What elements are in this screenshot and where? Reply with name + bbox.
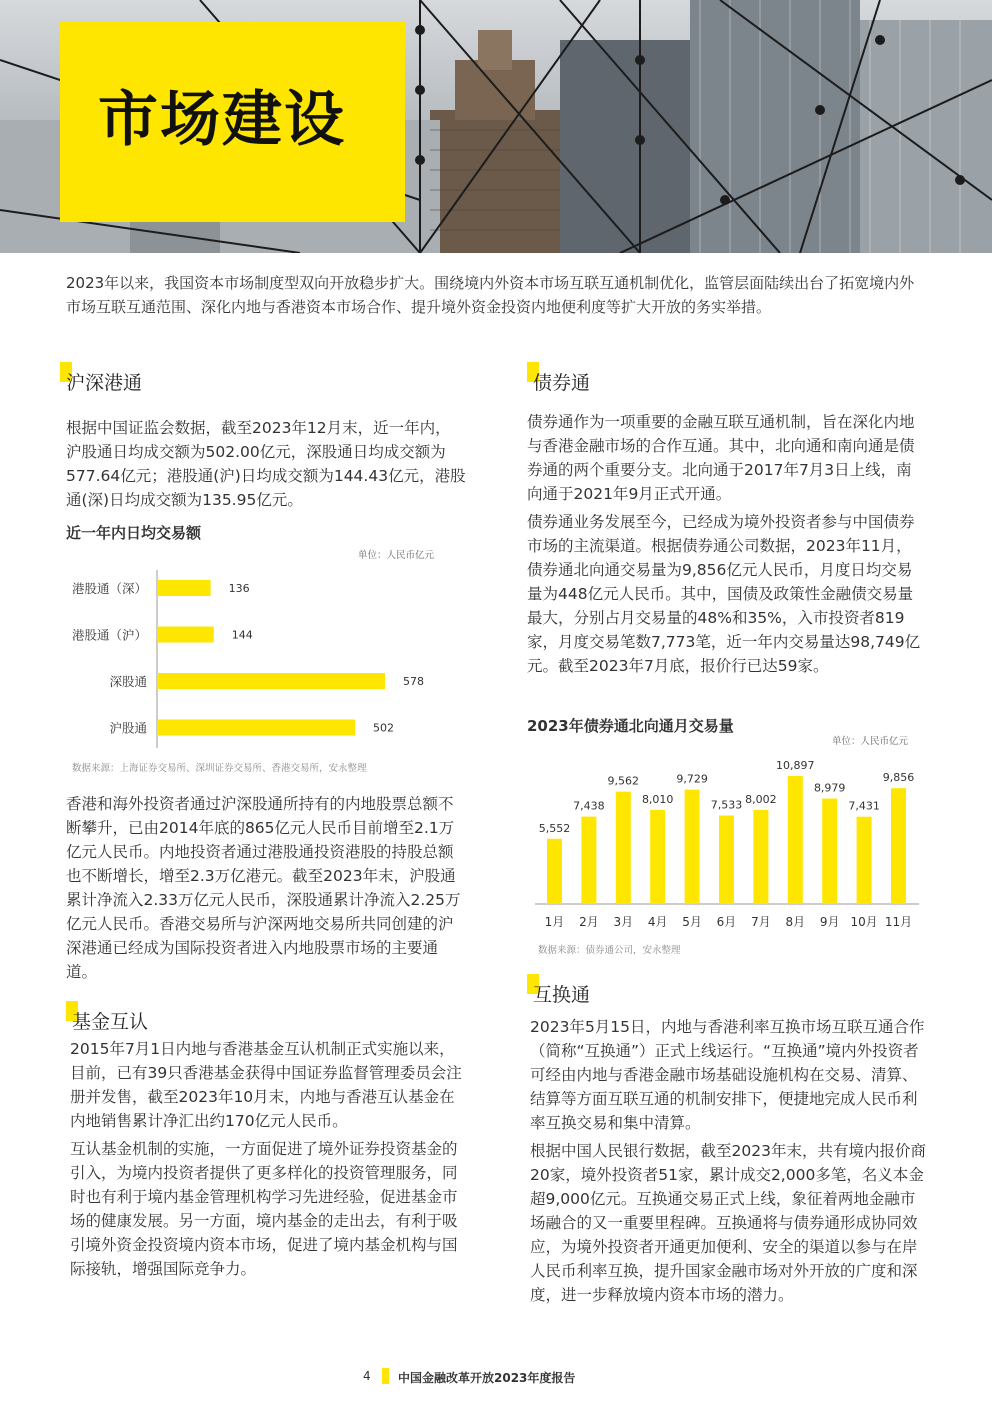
category-label: 5月 <box>682 915 702 929</box>
intro-paragraph: 2023年以来，我国资本市场制度型双向开放稳步扩大。围绕境内外资本市场互联互通机制优化，监管层面陆续出台了拓宽境内外市场互联互通范围、深化内地与香港资本市场合作、提升境外资金投资内地便利度等扩大开放的务实举措。 <box>66 274 915 316</box>
category-label: 11月 <box>884 915 913 929</box>
data-label: 9,856 <box>882 771 915 785</box>
fund-paragraph-2: 互认基金机制的实施，一方面促进了境外证券投资基金的引入，为境内投资者提供了更多样化的投资管理服务，同时也有利于境内基金管理机构学习先进经验，促进基金市场的健康发展。另一方面，境内基金的走出去，有利于吸引境外资金投资境内资本市场，促进了境内基金机构与国际接轨，增强国际竞争力。 <box>70 1140 458 1278</box>
bond-paragraph-2: 债券通业务发展至今，已经成为境外投资者参与中国债券市场的主流渠道。根据债券通公司数据，2023年11月，债券通北向通交易量为9,856亿元人民币，月度日均交易量为448亿元人民币。其中，国债及政策性金融债交易量最大，分别占月交易量的48%和35%，入市投资者819家，月度交易笔数7,773笔，近一年内交易量达98,749亿元。截至2023年7月底，报价行已达59家。 <box>527 513 921 675</box>
data-label: 578 <box>403 675 424 688</box>
section-title: 基金互认 <box>72 1011 149 1033</box>
chart1-title: 近一年内日均交易额 <box>66 524 202 542</box>
bar <box>822 799 837 904</box>
daily-turnover-bar-chart <box>60 570 480 750</box>
category-label: 2月 <box>579 915 599 929</box>
bond-paragraph-1: 债券通作为一项重要的金融互联互通机制，旨在深化内地与香港金融市场的合作互通。其中，北向通和南向通是债券通的两个重要分支。北向通于2017年7月3日上线，南向通于2021年9月正式开通。 <box>527 413 915 503</box>
data-label: 5,552 <box>538 821 571 835</box>
category-label: 9月 <box>819 915 840 929</box>
section-title: 债券通 <box>533 372 591 394</box>
category-label: 港股通（沪） <box>71 627 147 643</box>
data-label: 8,010 <box>641 792 674 806</box>
page-footer <box>0 1366 992 1388</box>
bar <box>891 788 906 904</box>
bar <box>719 816 734 904</box>
fund-paragraph-1: 2015年7月1日内地与香港基金互认机制正式实施以来，目前，已有39只香港基金获得中国证券监督管理委员会注册并发售，截至2023年10月末，内地与香港互认基金在内地销售累计净汇出约170亿元人民币。 <box>70 1040 462 1130</box>
data-label: 502 <box>373 721 395 735</box>
data-label: 7,533 <box>710 798 743 812</box>
bar <box>857 817 872 904</box>
category-label: 6月 <box>716 915 737 929</box>
category-label: 港股通（深） <box>71 581 147 596</box>
chart2-title: 2023年债券通北向通月交易量 <box>527 717 734 735</box>
data-label: 10,897 <box>776 759 815 772</box>
bar <box>157 720 355 736</box>
section-heading-swap <box>527 974 727 1004</box>
page-number: 4 <box>363 1369 371 1383</box>
data-label: 144 <box>231 628 253 642</box>
data-label: 8,979 <box>813 781 846 795</box>
section-heading-bond <box>527 362 727 392</box>
data-label: 7,431 <box>848 799 880 813</box>
section-title: 互换通 <box>533 984 591 1006</box>
bar <box>547 839 562 904</box>
category-label: 1月 <box>544 915 565 929</box>
bond-connect-monthly-chart <box>527 746 927 936</box>
swap-paragraph-1: 2023年5月15日，内地与香港利率互换市场互联互通合作（简称“互换通”）正式上线运行。“互换通”境内外投资者可经由内地与香港金融市场基础设施机构在交易、清算、结算等方面互联互通的机制安排下，便捷地完成人民币利率互换交易和集中清算。 <box>530 1018 925 1132</box>
hero-image <box>0 0 992 253</box>
section-title: 沪深港通 <box>66 372 143 394</box>
data-label: 7,438 <box>573 799 605 813</box>
section-heading-fund <box>66 1001 266 1031</box>
data-label: 8,002 <box>745 793 777 807</box>
bar <box>650 810 665 904</box>
footer-marker <box>382 1368 389 1384</box>
hsk-paragraph-1: 根据中国证监会数据，截至2023年12月末，近一年内，沪股通日均成交额为502.00亿元，深股通日均成交额为577.64亿元；港股通(沪)日均成交额为144.43亿元，港股通(深)日均成交额为135.95亿元。 <box>66 419 466 509</box>
data-label: 9,729 <box>676 772 708 786</box>
data-label: 136 <box>228 582 250 595</box>
bar <box>157 673 385 689</box>
bar <box>581 817 596 904</box>
swap-paragraph-2: 根据中国人民银行数据，截至2023年末，共有境内报价商20家，境外投资者51家，累计成交2,000多笔，名义本金超9,000亿元。互换通交易正式上线，象征着两地金融市场融合的又一重要里程碑。互换通将与债券通形成协同效应，为境外投资者开通更加便利、安全的渠道以参与在岸人民币利率互换，提升国家金融市场对外开放的广度和深度，进一步释放境内资本市场的潜力。 <box>530 1142 926 1304</box>
chart1-unit: 单位：人民币亿元 <box>358 550 435 561</box>
category-label: 4月 <box>647 915 668 929</box>
page-title: 市场建设 <box>98 85 346 155</box>
category-label: 3月 <box>613 915 634 929</box>
bar <box>753 810 768 904</box>
bar <box>157 580 211 596</box>
report-name: 中国金融改革开放2023年度报告 <box>398 1371 576 1385</box>
category-label: 8月 <box>785 915 806 929</box>
category-label: 深股通 <box>109 674 147 689</box>
chart1-source: 数据来源：上海证券交易所、深圳证券交易所、香港交易所，安永整理 <box>72 763 367 774</box>
bar <box>685 790 700 904</box>
chart2-source: 数据来源：债券通公司，安永整理 <box>538 945 681 956</box>
bar <box>616 792 631 904</box>
bar <box>788 776 803 904</box>
chart2-unit: 单位：人民币亿元 <box>832 736 909 747</box>
category-label: 沪股通 <box>109 720 147 736</box>
data-label: 9,562 <box>607 774 640 788</box>
section-heading-hsk <box>60 362 260 392</box>
category-label: 7月 <box>751 915 771 929</box>
bar <box>157 627 214 643</box>
hsk-paragraph-2: 香港和海外投资者通过沪深股通所持有的内地股票总额不断攀升，已由2014年底的865亿元人民币目前增至2.1万亿元人民币。内地投资者通过港股通投资港股的持股总额也不断增长，增至2.3万亿港元。截至2023年末，沪股通累计净流入2.33万亿元人民币，深股通累计净流入2.25万亿元人民币。香港交易所与沪深两地交易所共同创建的沪深港通已经成为国际投资者进入内地股票市场的主要通道。 <box>66 795 461 981</box>
category-label: 10月 <box>850 915 878 929</box>
